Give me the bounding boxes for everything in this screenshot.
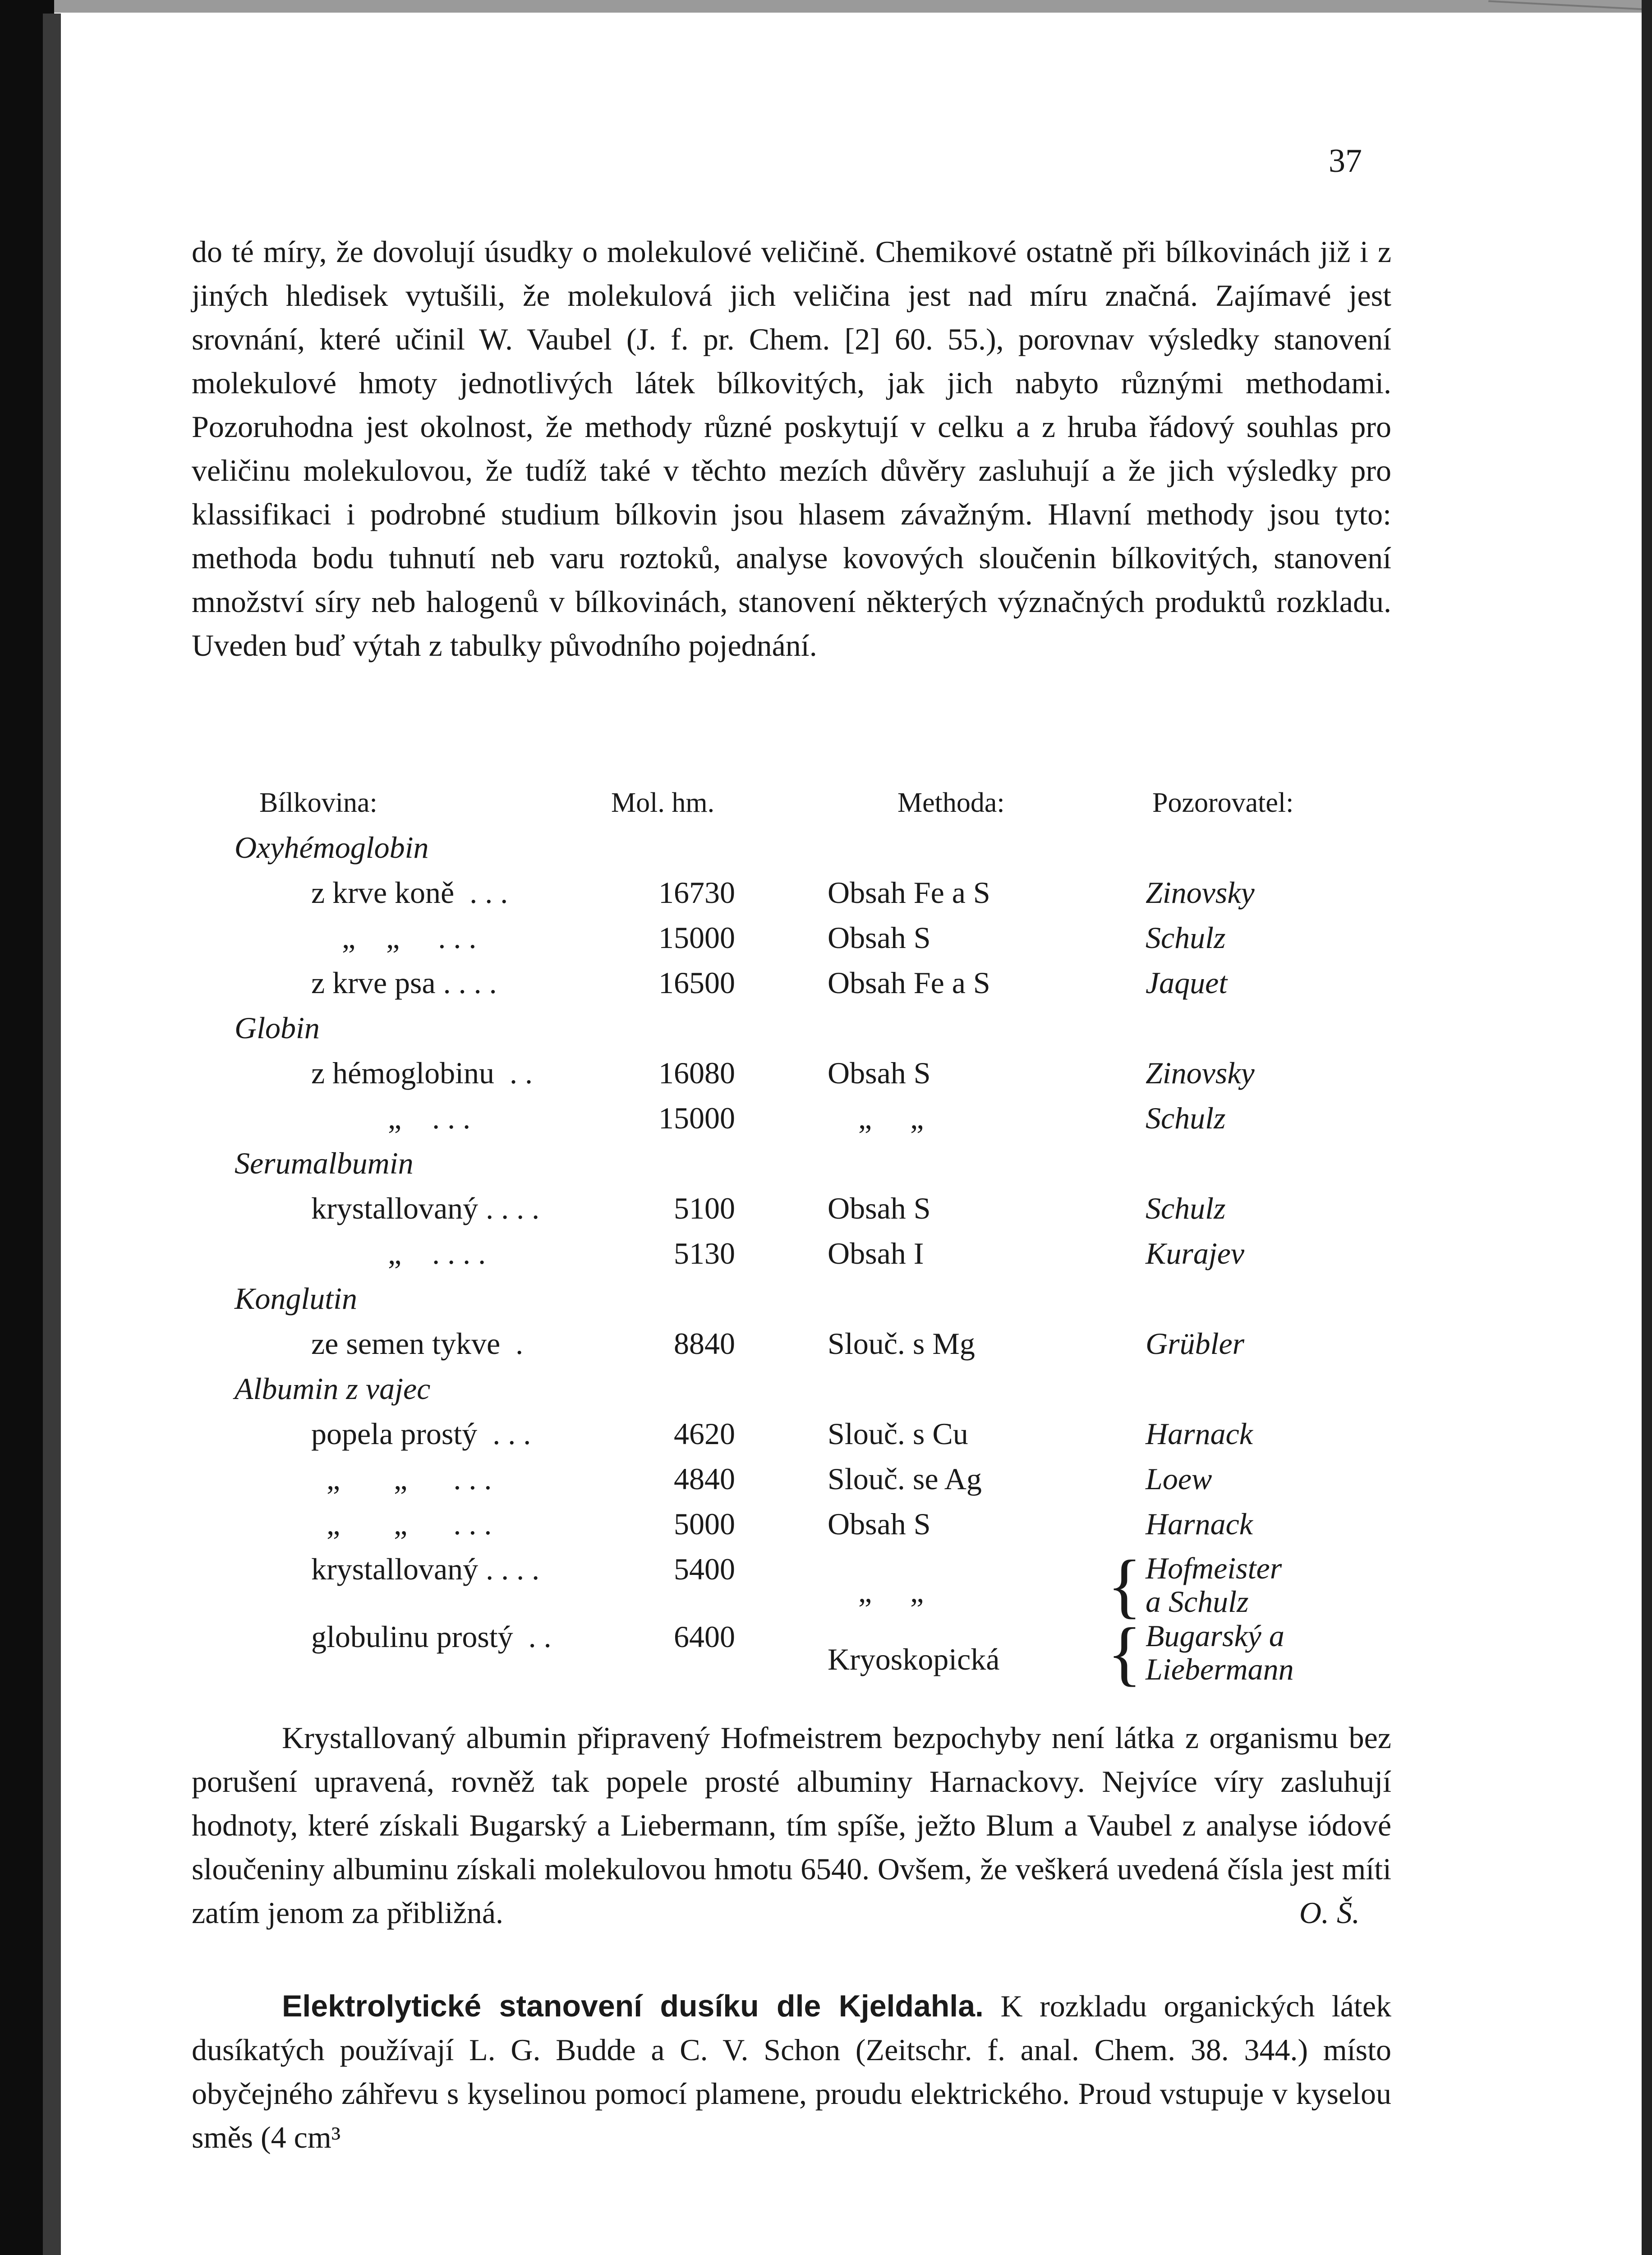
header-method: Methoda: (897, 787, 1005, 818)
protein-name: z krve psa . . . . (311, 966, 497, 1000)
table-header (0, 787, 1652, 823)
method: Obsah S (828, 1191, 931, 1225)
mol-weight: 6400 (674, 1620, 735, 1654)
observer: Grübler (1146, 1326, 1245, 1361)
table-group-row (0, 1146, 1652, 1191)
method: Obsah Fe a S (828, 875, 990, 910)
section-title: Elektrolytické stanovení dusíku dle Kjeldahla. (282, 1989, 984, 2023)
method: Obsah S (828, 920, 931, 955)
protein-name: ze semen tykve . (311, 1326, 524, 1361)
table-row (0, 1416, 1652, 1461)
mol-weight: 5100 (674, 1191, 735, 1225)
method: Obsah S (828, 1507, 931, 1541)
method: „ „ (828, 1574, 924, 1609)
table-group-row (0, 1010, 1652, 1055)
group-label: Albumin z vajec (235, 1371, 431, 1406)
table-row (0, 1326, 1652, 1371)
mol-weight: 4840 (674, 1462, 735, 1496)
mol-weight: 16500 (658, 966, 735, 1000)
protein-name: krystallovaný . . . . (311, 1191, 540, 1225)
group-label: Konglutin (235, 1281, 358, 1316)
mol-weight: 15000 (658, 1101, 735, 1135)
method: Slouč. s Mg (828, 1326, 975, 1361)
method: Obsah I (828, 1236, 924, 1270)
observer: Jaquet (1146, 966, 1228, 1000)
method: Obsah S (828, 1056, 931, 1090)
protein-name: „ „ . . . (311, 1507, 492, 1541)
table-row (0, 1191, 1652, 1236)
observer: Kurajev (1146, 1236, 1245, 1270)
protein-name: „ . . . . (311, 1236, 486, 1270)
protein-table (0, 830, 1652, 1693)
protein-name: z hémoglobinu . . (311, 1056, 533, 1090)
group-label: Globin (235, 1011, 320, 1045)
brace-mark: { (1107, 1613, 1142, 1693)
observer: Hofmeister a Schulz (1146, 1551, 1282, 1619)
table-group-row (0, 1371, 1652, 1416)
paragraph-3 (192, 1984, 1391, 2159)
observer: Schulz (1146, 1101, 1226, 1135)
observer: Schulz (1146, 920, 1226, 955)
table-row (0, 1100, 1652, 1146)
protein-name: krystallovaný . . . . (311, 1552, 540, 1586)
protein-name: „ „ . . . (311, 1462, 492, 1496)
table-row (0, 1613, 1652, 1693)
group-label: Oxyhémoglobin (235, 830, 429, 865)
table-row (0, 1055, 1652, 1100)
observer: Harnack (1146, 1417, 1253, 1451)
protein-name: globulinu prostý . . (311, 1620, 552, 1654)
table-row (0, 1545, 1652, 1625)
table-row (0, 1236, 1652, 1281)
observer: Harnack (1146, 1507, 1253, 1541)
table-row (0, 920, 1652, 965)
mol-weight: 15000 (658, 920, 735, 955)
observer: Loew (1146, 1462, 1212, 1496)
protein-name: „ „ . . . (311, 920, 477, 955)
header-protein: Bílkovina: (259, 787, 377, 818)
observer: Schulz (1146, 1191, 1226, 1225)
mol-weight: 8840 (674, 1326, 735, 1361)
paragraph-2 (192, 1716, 1391, 1935)
protein-name: z krve koně . . . (311, 875, 508, 910)
mol-weight: 16730 (658, 875, 735, 910)
method: Slouč. s Cu (828, 1417, 968, 1451)
protein-name: popela prostý . . . (311, 1417, 531, 1451)
observer: Zinovsky (1146, 875, 1255, 910)
page-number: 37 (1329, 143, 1362, 179)
observer: Zinovsky (1146, 1056, 1255, 1090)
intro-paragraph-text: do té míry, že dovolují úsudky o molekulové veličině. Chemikové ostatně při bílkovinách již i z jiných hledisek vytušili, že molekulová jich veličina jest nad míru značná. Zajímavé jest srovnání, které učinil W. Vaubel (J. f. pr. Chem. [2] 60. 55.), porovnav výsledky stanovení molekulové hmoty jednotlivých látek bílkovitých, jak jich nabyto různými methodami. Pozoruhodna jest okolnost, že methody různé poskytují v celku a z hruba řádový souhlas pro veličinu molekulovou, že tudíž také v těchto mezích důvěry zasluhují a že jich výsledky pro klassifikaci i podrobné studium bílkovin jsou hlasem závažným. Hlavní methody jsou tyto: methoda bodu tuhnutí neb varu roztoků, analyse kovových sloučenin bílkovitých, stanovení množství síry neb halogenů v bílkovinách, stanovení některých význačných produktů rozkladu. Uveden buď výtah z tabulky původního pojednání. (192, 235, 1391, 663)
table-row (0, 1506, 1652, 1551)
method: Slouč. se Ag (828, 1462, 982, 1496)
header-observer: Pozorovatel: (1152, 787, 1294, 818)
table-row (0, 875, 1652, 920)
header-mol: Mol. hm. (611, 787, 715, 818)
group-label: Serumalbumin (235, 1146, 414, 1180)
table-group-row (0, 830, 1652, 875)
mol-weight: 4620 (674, 1417, 735, 1451)
method: „ „ (828, 1101, 924, 1135)
mol-weight: 5400 (674, 1552, 735, 1586)
table-row (0, 965, 1652, 1010)
table-group-row (0, 1281, 1652, 1326)
mol-weight: 5000 (674, 1507, 735, 1541)
method: Obsah Fe a S (828, 966, 990, 1000)
author-signature: O. Š. (1299, 1896, 1360, 1930)
observer: Bugarský a Liebermann (1146, 1619, 1294, 1686)
mol-weight: 5130 (674, 1236, 735, 1270)
mol-weight: 16080 (658, 1056, 735, 1090)
intro-paragraph (192, 230, 1391, 667)
brace-mark: { (1107, 1545, 1142, 1625)
protein-name: „ . . . (311, 1101, 471, 1135)
method: Kryoskopická (828, 1642, 1000, 1676)
table-row (0, 1461, 1652, 1506)
scan-border-top (54, 0, 1652, 13)
paragraph-3-text: K rozkladu organických látek dusíkatých používají L. G. Budde a C. V. Schon (Zeitschr. f. anal. Chem. 38. 344.) místo obyčejného záhřevu s kyselinou pomocí plamene, proudu elektrického. Proud vstupuje v kyselou směs (4 cm³ (192, 1989, 1392, 2154)
paragraph-2-text: Krystallovaný albumin připravený Hofmeistrem bezpochyby není látka z organismu bez porušení upravená, rovněž tak popele prosté albuminy Harnackovy. Nejvíce víry zasluhují hodnoty, které získali Bugarský a Liebermann, tím spíše, ježto Blum a Vaubel z analyse iódové sloučeniny albuminu získali molekulovou hmotu 6540. Ovšem, že veškerá uvedená čísla jest míti zatím jenom za přibližná. (192, 1721, 1391, 1930)
